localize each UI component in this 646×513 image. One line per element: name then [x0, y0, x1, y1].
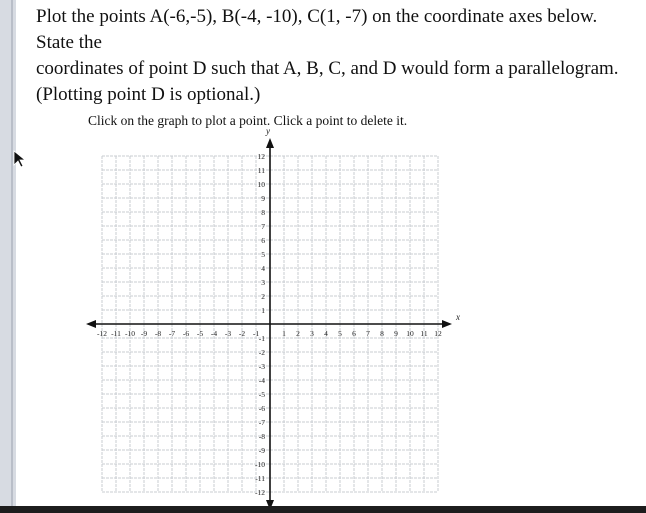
x-tick-label: -12	[97, 329, 107, 338]
arrow-pointer-icon	[13, 150, 27, 168]
y-tick-label: -8	[258, 432, 265, 441]
x-tick-label: -5	[196, 329, 204, 338]
x-axis-right-arrow-icon	[442, 320, 452, 328]
x-tick-label: 1	[282, 329, 286, 338]
graph-instruction: Click on the graph to plot a point. Click a point to delete it.	[88, 113, 408, 128]
y-tick-label: -11	[255, 474, 265, 483]
y-tick-label: 2	[261, 292, 265, 301]
y-tick-label: 11	[257, 166, 265, 175]
y-tick-label: 5	[261, 250, 265, 259]
y-tick-label: 10	[257, 180, 265, 189]
y-tick-label: -1	[258, 334, 265, 343]
y-tick-label: -12	[255, 488, 265, 497]
x-tick-label: 4	[324, 329, 328, 338]
x-tick-label: -4	[210, 329, 218, 338]
x-tick-label: -11	[111, 329, 121, 338]
y-tick-label: -6	[258, 404, 265, 413]
y-tick-label: 9	[261, 194, 265, 203]
y-tick-label: -7	[258, 418, 265, 427]
y-tick-label: -2	[258, 348, 265, 357]
y-tick-label: -3	[258, 362, 265, 371]
x-tick-label: -6	[182, 329, 190, 338]
x-tick-label: -10	[125, 329, 135, 338]
x-tick-label: 3	[310, 329, 314, 338]
y-tick-label: 8	[261, 208, 265, 217]
x-axis-left-arrow-icon	[86, 320, 96, 328]
problem-line-1: Plot the points A(-6,-5), B(-4, -10), C(1, -7) on the coordinate axes below. State the	[36, 6, 598, 53]
side-panel-divider	[11, 0, 13, 513]
y-tick-label: 7	[261, 222, 265, 231]
y-tick-label: 6	[261, 236, 265, 245]
x-tick-label: -1	[252, 329, 260, 338]
y-tick-label: -5	[258, 390, 265, 399]
y-tick-label: 4	[261, 264, 265, 273]
x-tick-label: 11	[420, 329, 428, 338]
x-tick-label: -2	[238, 329, 246, 338]
x-tick-label: -9	[140, 329, 148, 338]
x-tick-label: -7	[168, 329, 176, 338]
x-tick-label: 6	[352, 329, 356, 338]
problem-line-2: coordinates of point D such that A, B, C, and D would form a parallelogram.	[36, 58, 619, 79]
y-tick-label: 3	[261, 278, 265, 287]
x-axis-label: x	[456, 312, 460, 322]
x-tick-label: -8	[154, 329, 162, 338]
y-tick-label: -9	[258, 446, 265, 455]
y-tick-label: 1	[261, 306, 265, 315]
y-tick-label: 12	[257, 152, 265, 161]
y-tick-label: -10	[255, 460, 265, 469]
x-tick-label: 10	[406, 329, 414, 338]
problem-line-3: (Plotting point D is optional.)	[36, 84, 261, 105]
x-tick-label: 12	[434, 329, 442, 338]
left-side-panel	[0, 0, 16, 513]
y-axis-label: y	[266, 126, 270, 136]
problem-statement	[36, 4, 636, 108]
bottom-bar	[0, 506, 646, 513]
x-tick-label: -3	[224, 329, 232, 338]
coordinate-graph[interactable]	[88, 126, 460, 510]
x-tick-label: 7	[366, 329, 370, 338]
y-tick-label: -4	[258, 376, 265, 385]
x-tick-label: 5	[338, 329, 342, 338]
x-tick-label: 2	[296, 329, 300, 338]
x-tick-label: 9	[394, 329, 398, 338]
y-axis-up-arrow-icon	[266, 138, 274, 148]
x-tick-label: 8	[380, 329, 384, 338]
